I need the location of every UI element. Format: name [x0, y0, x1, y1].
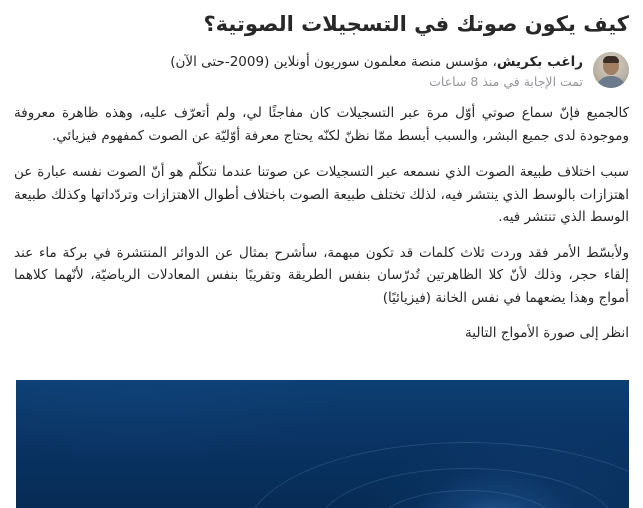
water-waves-image[interactable] — [16, 380, 629, 508]
answer-paragraph: ولأبسّط الأمر فقد وردت ثلاث كلمات قد تكون مبهمة، سأشرح بمثال عن الدوائر المنتشرة في بركة ماء عند إلقاء حجر، وذلك لأنّ كلا الظاهرتين تُدرّسان بنفس الطريقة وتقريبًا بنفس المعادلات الرياضيّة، لأنّهما كلاهما أمواج وهذا يضعهما في نفس الخانة (فيزيائيًا) — [14, 244, 629, 306]
answer-paragraph: كالجميع فإنّ سماع صوتي أوّل مرة عبر التسجيلات كان مفاجئًا لي، ولم أتعرّف عليه، وهذه ظاهرة معروفة وموجودة لدى جميع البشر، والسبب أبسط ممّا نظنّ لكنّه يحتاج معرفة أوّليّة عن الصوت كمفهوم فيزيائي. — [14, 105, 629, 144]
author-name-link[interactable]: راغب بكريش — [496, 54, 583, 70]
author-info — [14, 52, 583, 91]
author-credential: ، مؤسس منصة معلمون سوريون أونلاين (2009-حتى الآن) — [170, 54, 497, 70]
author-avatar[interactable] — [593, 52, 629, 88]
author-line — [14, 52, 583, 72]
answer-author-header — [14, 52, 629, 92]
answered-timestamp[interactable]: تمت الإجابة في منذ 8 ساعات — [429, 74, 583, 89]
answer-paragraph: انظر إلى صورة الأمواج التالية — [465, 325, 629, 341]
question-title[interactable]: كيف يكون صوتك في التسجيلات الصوتية؟ — [203, 12, 629, 36]
avatar-hair-shape — [603, 56, 619, 63]
answer-paragraph: سبب اختلاف طبيعة الصوت الذي نسمعه عبر التسجيلات عن صوتنا عندما نتكلّم هو أنّ الصوت نفسه عبارة عن اهتزازات بالوسط الذي ينتشر فيه، لذلك تختلف طبيعة الصوت باختلاف أطوال الاهتزازات وتردّداتها وكذلك طبيعة الوسط الذي تنتشر فيه. — [14, 164, 629, 225]
answer-body — [14, 102, 629, 358]
